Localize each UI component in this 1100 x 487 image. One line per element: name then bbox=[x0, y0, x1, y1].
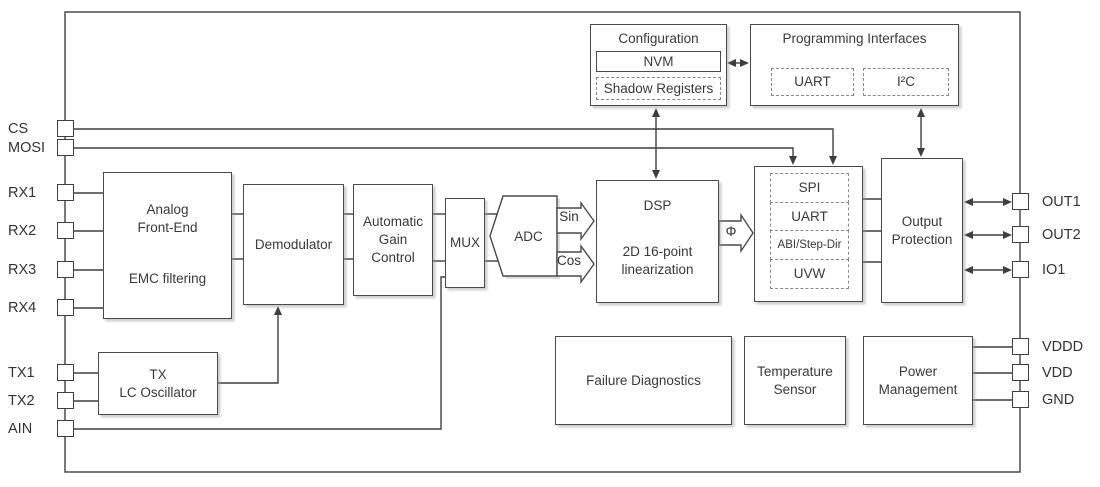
programming-interfaces-block bbox=[750, 24, 959, 106]
cs-route bbox=[74, 129, 833, 156]
uart-box: UART bbox=[770, 202, 849, 232]
cos-signal-label: Cos bbox=[556, 253, 581, 268]
pin-vdd bbox=[1012, 364, 1029, 381]
pin-out1 bbox=[1012, 193, 1029, 210]
pin-label-vdd: VDD bbox=[1042, 365, 1073, 381]
afe-name-line1: Analog bbox=[146, 202, 189, 217]
pin-rx2 bbox=[57, 222, 74, 239]
agc-label: Automatic Gain Control bbox=[362, 214, 424, 265]
afe-detail: EMC filtering bbox=[128, 270, 207, 286]
pin-label-rx1: RX1 bbox=[8, 185, 37, 201]
output-interfaces-block bbox=[754, 166, 863, 302]
pin-out2 bbox=[1012, 226, 1029, 243]
pin-label-rx4: RX4 bbox=[8, 300, 37, 316]
pin-rx1 bbox=[57, 184, 74, 201]
mosi-route bbox=[74, 148, 793, 156]
adc-label: ADC bbox=[514, 228, 543, 244]
pin-cs bbox=[57, 120, 74, 137]
programming-interfaces-title: Programming Interfaces bbox=[782, 31, 927, 46]
dsp-title: DSP bbox=[643, 198, 672, 213]
pin-rx4 bbox=[57, 299, 74, 316]
pin-mosi bbox=[57, 139, 74, 156]
pin-label-rx3: RX3 bbox=[8, 262, 37, 278]
configuration-title: Configuration bbox=[618, 31, 699, 46]
pin-label-mosi: MOSI bbox=[8, 140, 46, 156]
analog-front-end-block bbox=[103, 172, 232, 319]
temperature-sensor-block bbox=[744, 336, 846, 425]
sin-signal-label: Sin bbox=[559, 209, 579, 224]
mux-block bbox=[445, 198, 485, 288]
pin-label-rx2: RX2 bbox=[8, 223, 37, 239]
output-interfaces-rows bbox=[770, 173, 849, 289]
pin-io1 bbox=[1012, 261, 1029, 278]
failure-diagnostics-label: Failure Diagnostics bbox=[586, 372, 701, 388]
pin-label-out1: OUT1 bbox=[1042, 194, 1081, 210]
pin-vddd bbox=[1012, 338, 1029, 355]
power-management-label: Power Management bbox=[878, 363, 958, 397]
afe-name-line2: Front-End bbox=[137, 219, 198, 235]
pin-rx3 bbox=[57, 261, 74, 278]
pin-ain bbox=[57, 420, 74, 437]
output-protection-block bbox=[881, 158, 963, 303]
power-management-block bbox=[863, 336, 973, 425]
prog-uart-box: UART bbox=[771, 68, 854, 96]
pin-label-tx1: TX1 bbox=[8, 365, 35, 381]
failure-diagnostics-block bbox=[555, 336, 732, 425]
demodulator-block bbox=[243, 184, 344, 305]
pin-gnd bbox=[1012, 391, 1029, 408]
pin-label-cs: CS bbox=[8, 121, 29, 137]
pin-label-vddd: VDDD bbox=[1042, 339, 1084, 355]
txosc-line2: LC Oscillator bbox=[119, 384, 197, 400]
demodulator-label: Demodulator bbox=[254, 236, 333, 252]
output-protection-label: Output Protection bbox=[891, 213, 953, 247]
pin-label-tx2: TX2 bbox=[8, 393, 35, 409]
pin-label-gnd: GND bbox=[1042, 392, 1075, 408]
prog-i2c-box: I²C bbox=[863, 68, 949, 96]
pin-tx2 bbox=[57, 392, 74, 409]
pin-label-io1: IO1 bbox=[1042, 262, 1066, 278]
configuration-block bbox=[590, 24, 727, 106]
temperature-sensor-label: Temperature Sensor bbox=[757, 363, 833, 397]
txosc-line1: TX bbox=[149, 366, 167, 382]
nvm-box: NVM bbox=[596, 51, 721, 72]
spi-box: SPI bbox=[770, 173, 849, 203]
tx-lc-oscillator-block bbox=[98, 352, 218, 415]
uvw-box: UVW bbox=[770, 259, 849, 289]
automatic-gain-control-block bbox=[353, 184, 433, 296]
txosc-route bbox=[218, 315, 278, 383]
dsp-subtitle: 2D 16-point linearization bbox=[621, 243, 694, 277]
mux-label: MUX bbox=[450, 235, 480, 251]
shadow-registers-box: Shadow Registers bbox=[596, 77, 721, 100]
phi-signal-label: Φ bbox=[725, 224, 737, 239]
pin-label-out2: OUT2 bbox=[1042, 227, 1081, 243]
abi-stepdir-box: ABI/Step-Dir bbox=[770, 230, 849, 260]
dsp-block bbox=[596, 180, 719, 303]
pin-tx1 bbox=[57, 364, 74, 381]
pin-label-ain: AIN bbox=[8, 421, 33, 437]
